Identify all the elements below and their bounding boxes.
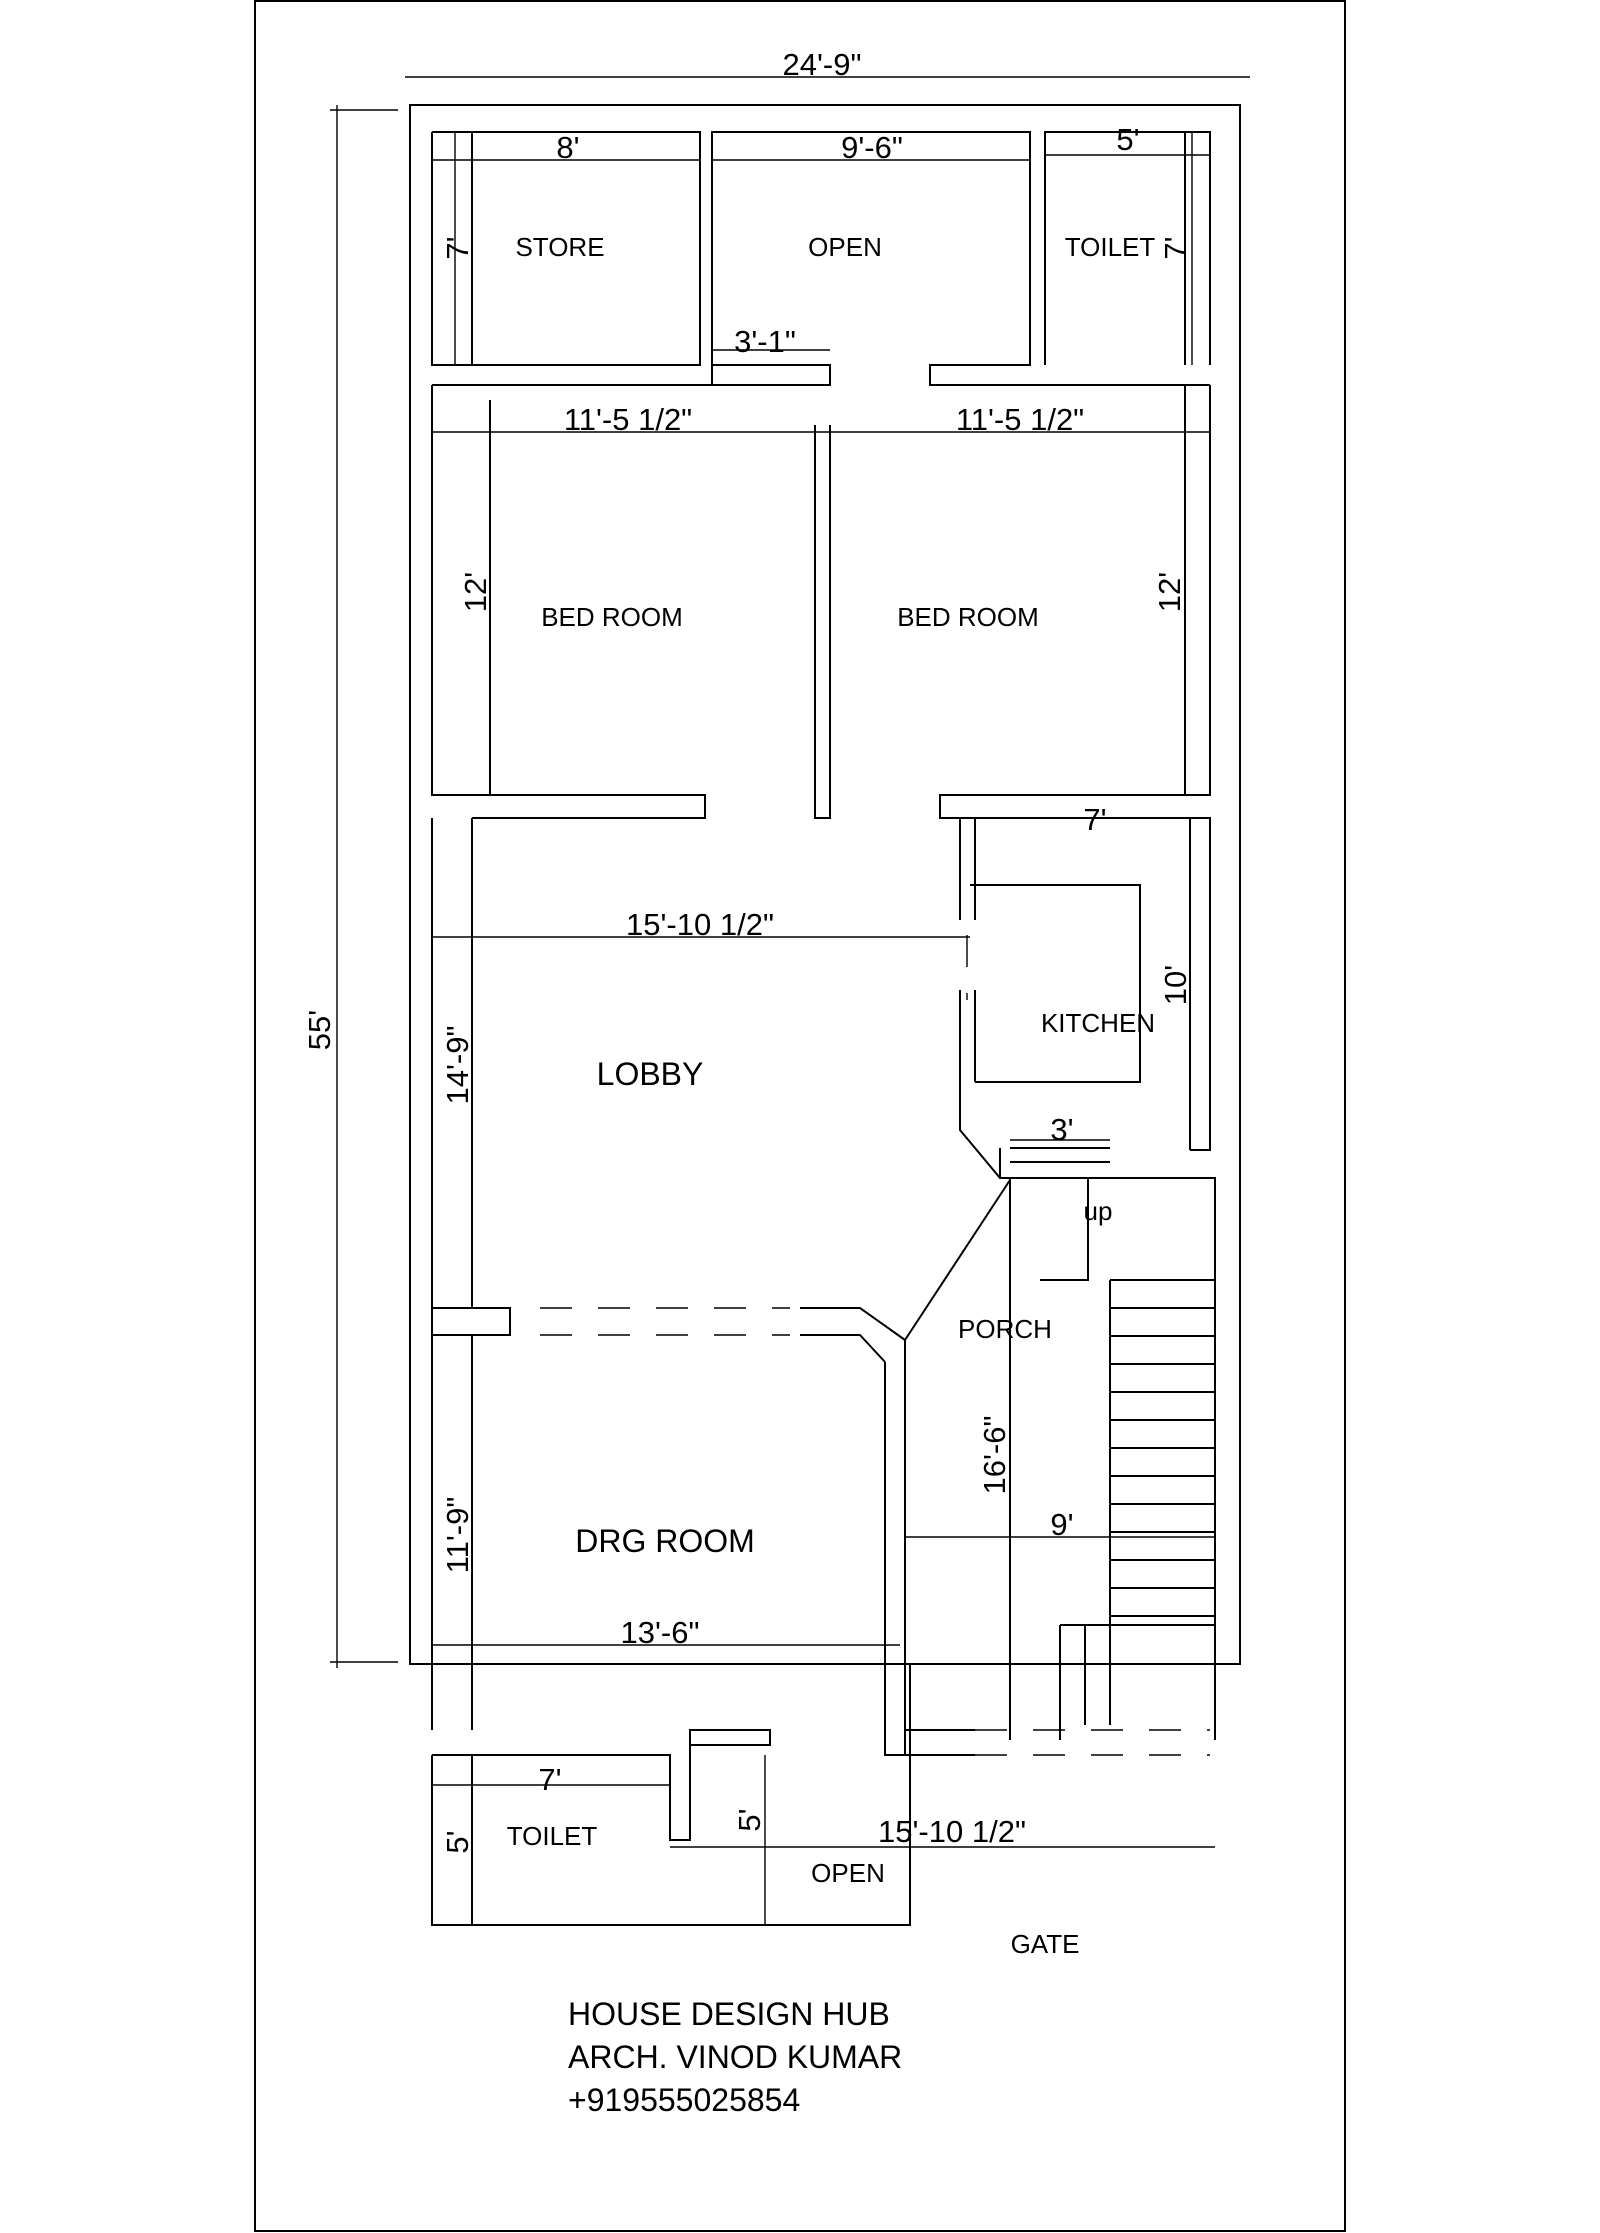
stair-up-label: up <box>1083 1196 1113 1226</box>
stair-up-guide <box>1040 1178 1088 1280</box>
toilet-bottom-height-label: 5' <box>440 1830 475 1854</box>
drg-room-height-label: 11'-9" <box>440 1496 475 1574</box>
toilet-top-width-label: 5' <box>1116 122 1140 157</box>
toilet-bottom-width-label: 7' <box>538 1762 562 1797</box>
kitchen-width-label: 7' <box>1083 802 1107 837</box>
open-top-label: OPEN <box>808 232 882 262</box>
credit-line-2: ARCH. VINOD KUMAR <box>568 2039 903 2075</box>
toilet-bottom-label: TOILET <box>506 1821 598 1851</box>
lobby-label: LOBBY <box>596 1056 704 1092</box>
drg-room-width-label: 13'-6" <box>620 1615 700 1650</box>
bed-right-label: BED ROOM <box>897 602 1039 632</box>
porch-height-label: 16'-6" <box>977 1415 1012 1495</box>
open-top-width-label: 9'-6" <box>841 130 903 165</box>
drg-room-right-wall-2 <box>885 1362 905 1755</box>
bed-right-width-label: 11'-5 1/2" <box>955 402 1085 437</box>
open-bottom-width-label: 15'-10 1/2" <box>878 1814 1026 1849</box>
top-door-width-label: 3'-1" <box>734 324 796 359</box>
bed-left-label: BED ROOM <box>541 602 683 632</box>
bed-right-height-label: 12' <box>1152 571 1187 613</box>
toilet-top-label: TOILET <box>1064 232 1156 262</box>
porch-right-wall <box>1110 1178 1215 1740</box>
open-bottom-label: OPEN <box>811 1858 885 1888</box>
open-bottom-height-label: 5' <box>732 1808 767 1832</box>
bed-left-height-label: 12' <box>458 571 493 613</box>
porch-width-label: 9' <box>1050 1507 1074 1542</box>
store-width-label: 8' <box>556 130 580 165</box>
sheet-border <box>255 1 1345 2231</box>
overall-width-label: 24'-9" <box>782 47 862 82</box>
store-height-label: 7' <box>440 236 475 260</box>
stair-treads <box>1110 1280 1215 1616</box>
kitchen-door-label: 3' <box>1050 1112 1074 1147</box>
kitchen-label: KITCHEN <box>1040 1008 1156 1038</box>
bed-divider-wall <box>815 425 830 818</box>
overall-length-label: 55' <box>302 1009 337 1051</box>
lobby-bottom-wall <box>432 1308 510 1335</box>
lobby-height-label: 14'-9" <box>440 1025 475 1105</box>
gate-label: GATE <box>1010 1929 1080 1959</box>
lobby-width-label: 15'-10 1/2" <box>626 907 774 942</box>
porch-label: PORCH <box>958 1314 1052 1344</box>
store-label: STORE <box>515 232 605 262</box>
credit-line-1: HOUSE DESIGN HUB <box>568 1996 890 2032</box>
drg-room-label: DRG ROOM <box>575 1523 755 1559</box>
kitchen-counter <box>970 885 1140 1082</box>
bed-left-width-label: 11'-5 1/2" <box>563 402 693 437</box>
toilet-top-height-label: 7' <box>1158 236 1193 260</box>
kitchen-height-label: 10' <box>1158 964 1193 1006</box>
lobby-bottom-right-wall-2 <box>800 1335 885 1362</box>
kitchen-left-wall-3 <box>960 990 1000 1178</box>
credit-line-3: +919555025854 <box>568 2082 801 2118</box>
